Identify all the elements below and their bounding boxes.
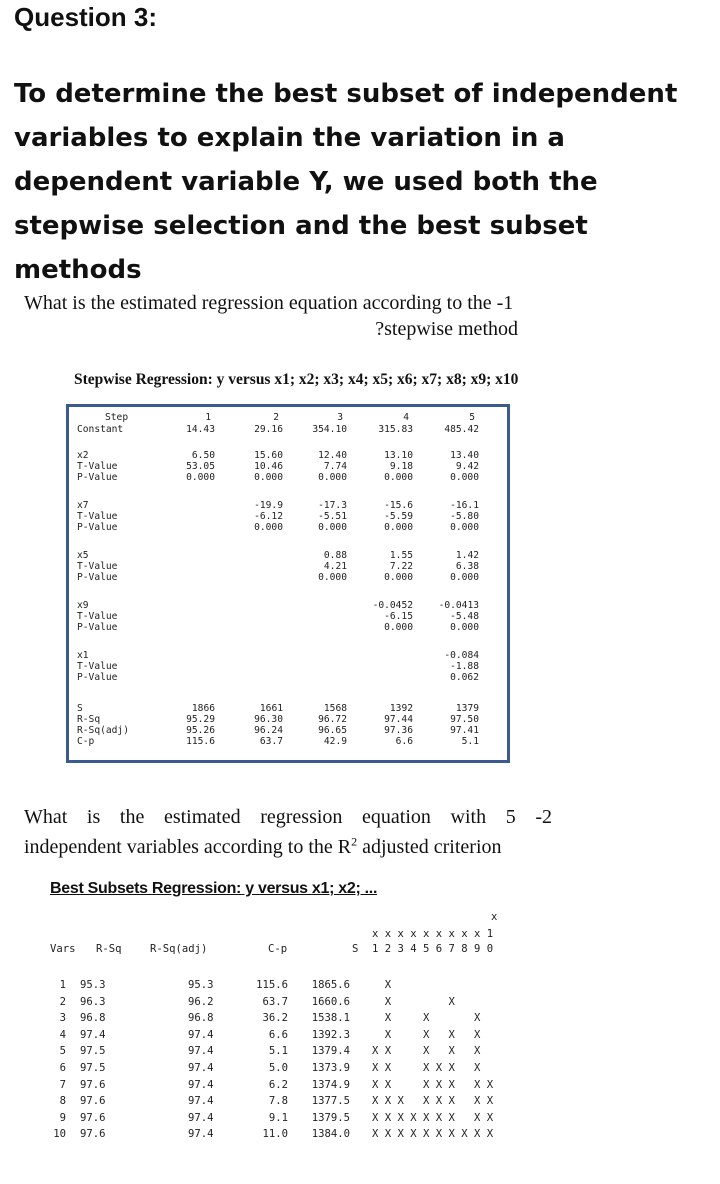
col-rsqadj: R-Sq(adj) <box>150 943 208 955</box>
row-rsqadj: 97.4 <box>188 1128 214 1141</box>
t-value-row-x5-label: T-Value <box>77 561 118 572</box>
coef-row-x7-value: -15.6 <box>384 500 413 511</box>
best-subsets-title: Best Subsets Regression: y versus x1; x2; ... <box>50 880 378 897</box>
rsq-row-label: R-Sq <box>77 714 101 725</box>
t-value-row-x2-label: T-Value <box>77 461 118 472</box>
coef-row-x9-value: -0.0452 <box>372 600 413 611</box>
t-value-row-x9-label: T-Value <box>77 611 118 622</box>
row-marks: X X X X X X <box>372 1062 494 1074</box>
s-row-value: 1392 <box>389 703 413 714</box>
row-rsqadj: 97.4 <box>188 1111 214 1124</box>
row-s: 1377.5 <box>311 1095 350 1108</box>
row-cp: 11.0 <box>262 1128 288 1141</box>
row-rsq: 97.6 <box>80 1128 106 1141</box>
t-value-row-x9-value: -5.48 <box>450 611 479 622</box>
p-value-row-x7-value: 0.000 <box>318 522 347 533</box>
question-title: Question 3: <box>14 2 158 32</box>
step-number: 3 <box>337 412 343 423</box>
s-row-label: S <box>77 703 83 714</box>
t-value-row-x2-value: 53.05 <box>186 461 215 472</box>
row-cp: 5.0 <box>268 1062 288 1074</box>
row-rsq: 97.6 <box>80 1111 106 1124</box>
row-rsq: 97.5 <box>80 1062 106 1074</box>
rsqadj-row-value: 95.26 <box>186 725 215 736</box>
coef-row-x2-label: x2 <box>77 450 89 461</box>
row-rsq: 97.6 <box>80 1078 106 1091</box>
row-vars: 8 <box>59 1095 66 1108</box>
row-cp: 63.7 <box>262 995 288 1008</box>
row-vars: 7 <box>59 1078 66 1091</box>
rsqadj-row-value: 97.41 <box>450 725 479 736</box>
header-x-row: x x x x x x x x x 1 <box>372 928 494 940</box>
t-value-row-x1-value: -1.88 <box>450 661 479 672</box>
row-rsq: 97.6 <box>80 1095 106 1108</box>
row-vars: 6 <box>59 1062 66 1074</box>
rsq-row-value: 97.50 <box>450 714 479 725</box>
p-value-row-x2-value: 0.000 <box>450 472 479 483</box>
part2-prompt <box>24 805 552 859</box>
row-vars: 4 <box>59 1028 66 1041</box>
t-value-row-x7-value: -5.80 <box>450 511 479 522</box>
row-s: 1660.6 <box>311 995 350 1008</box>
part1-line1: What is the estimated regression equation according to the -1 <box>24 292 514 314</box>
coef-row-x2-value: 13.40 <box>450 450 479 461</box>
row-vars: 2 <box>59 995 66 1008</box>
p-value-row-x2-value: 0.000 <box>254 472 283 483</box>
row-vars: 5 <box>59 1045 66 1058</box>
t-value-row-x5-value: 4.21 <box>323 561 347 572</box>
p-value-row-x2-value: 0.000 <box>186 472 215 483</box>
row-marks: X X X X X X X X <box>372 1095 494 1108</box>
col-rsq: R-Sq <box>96 943 122 955</box>
t-value-row-x2-value: 7.74 <box>323 461 347 472</box>
row-rsqadj: 96.2 <box>188 995 214 1008</box>
t-value-row-x5-value: 7.22 <box>389 561 413 572</box>
constant-row-value: 14.43 <box>186 424 215 435</box>
step-label: Step <box>105 412 129 423</box>
rsq-row-value: 96.30 <box>254 714 283 725</box>
row-rsqadj: 96.8 <box>188 1012 214 1025</box>
part2-line2: independent variables according to the $R^2$ adjusted criterion <box>24 834 502 858</box>
p-value-row-x1-value: 0.062 <box>450 672 479 683</box>
coef-row-x2-value: 13.10 <box>384 450 413 461</box>
t-value-row-x7-value: -5.59 <box>384 511 413 522</box>
row-s: 1538.1 <box>311 1012 350 1025</box>
t-value-row-x2-value: 9.18 <box>389 461 413 472</box>
s-row-value: 1661 <box>259 703 283 714</box>
row-marks: X X <box>372 995 494 1008</box>
coef-row-x2-value: 15.60 <box>254 450 283 461</box>
p-value-row-x7-label: P-Value <box>77 522 118 533</box>
coef-row-x7-value: -19.9 <box>254 500 283 511</box>
row-cp: 6.2 <box>268 1078 288 1091</box>
coef-row-x5-label: x5 <box>77 550 89 561</box>
row-cp: 36.2 <box>262 1012 288 1025</box>
coef-row-x2-value: 6.50 <box>191 450 215 461</box>
t-value-row-x5-value: 6.38 <box>455 561 479 572</box>
s-row-value: 1866 <box>191 703 215 714</box>
cp-row-value: 115.6 <box>186 736 215 747</box>
coef-row-x9-value: -0.0413 <box>438 600 479 611</box>
p-value-row-x9-value: 0.000 <box>450 622 479 633</box>
rsq-row-value: 97.44 <box>384 714 413 725</box>
row-rsq: 97.5 <box>80 1045 106 1058</box>
question-intro: To determine the best subset of independent variables to explain the variation in a dependent variable Y, we used both the stepwise selection and the best subset methods <box>14 79 678 285</box>
p-value-row-x5-value: 0.000 <box>384 572 413 583</box>
part2-line1: What is the estimated regression equation with 5 -2 <box>24 806 552 828</box>
coef-row-x9-label: x9 <box>77 600 89 611</box>
row-s: 1373.9 <box>311 1062 350 1074</box>
row-rsq: 96.3 <box>80 995 106 1008</box>
cp-row-value: 63.7 <box>259 736 283 747</box>
row-marks: X X X X X X X X X X <box>372 1128 494 1141</box>
row-rsqadj: 97.4 <box>188 1062 214 1074</box>
part1-line2: ?stepwise method <box>375 318 518 340</box>
row-s: 1865.6 <box>311 979 350 991</box>
row-s: 1384.0 <box>311 1128 350 1141</box>
row-marks: X X X X <box>372 1028 494 1041</box>
part1-prompt <box>24 290 548 342</box>
t-value-row-x9-value: -6.15 <box>384 611 413 622</box>
step-number: 1 <box>205 412 211 423</box>
p-value-row-x1-label: P-Value <box>77 672 118 683</box>
row-marks: X X X X X X X <box>372 1078 494 1091</box>
coef-row-x1-label: x1 <box>77 650 89 661</box>
t-value-row-x7-value: -6.12 <box>254 511 283 522</box>
rsq-row-value: 95.29 <box>186 714 215 725</box>
row-vars: 3 <box>59 1012 66 1025</box>
t-value-row-x7-label: T-Value <box>77 511 118 522</box>
row-rsqadj: 95.3 <box>188 979 214 991</box>
constant-row-value: 485.42 <box>444 424 479 435</box>
rsqadj-row-value: 97.36 <box>384 725 413 736</box>
row-rsq: 97.4 <box>80 1028 106 1041</box>
p-value-row-x5-value: 0.000 <box>318 572 347 583</box>
p-value-row-x9-value: 0.000 <box>384 622 413 633</box>
s-row-value: 1568 <box>323 703 347 714</box>
t-value-row-x2-value: 10.46 <box>254 461 283 472</box>
step-number: 2 <box>273 412 279 423</box>
rsqadj-row-value: 96.24 <box>254 725 283 736</box>
row-marks: X X X X X <box>372 1045 494 1058</box>
stepwise-title: Stepwise Regression: y versus x1; x2; x3; x4; x5; x6; x7; x8; x9; x10 <box>74 371 519 388</box>
constant-row-label: Constant <box>77 424 124 435</box>
row-marks: X X X X X X X X X <box>372 1111 494 1124</box>
coef-row-x1-value: -0.084 <box>444 650 479 661</box>
coef-row-x7-value: -16.1 <box>450 500 479 511</box>
rsqadj-row-label: R-Sq(adj) <box>77 725 129 736</box>
p-value-row-x5-label: P-Value <box>77 572 118 583</box>
row-vars: 10 <box>53 1128 66 1141</box>
coef-row-x7-label: x7 <box>77 500 89 511</box>
row-cp: 115.6 <box>256 979 288 991</box>
rsq-row-value: 96.72 <box>318 714 347 725</box>
p-value-row-x7-value: 0.000 <box>450 522 479 533</box>
col-s: S <box>352 943 359 955</box>
coef-row-x2-value: 12.40 <box>318 450 347 461</box>
row-rsq: 95.3 <box>80 979 106 991</box>
row-s: 1374.9 <box>311 1078 350 1091</box>
constant-row-value: 315.83 <box>378 424 413 435</box>
p-value-row-x5-value: 0.000 <box>450 572 479 583</box>
stepwise-output-table <box>66 404 510 763</box>
row-cp: 9.1 <box>268 1111 288 1124</box>
row-marks: X <box>372 979 494 991</box>
cp-row-label: C-p <box>77 736 95 747</box>
cp-row-value: 42.9 <box>323 736 347 747</box>
row-vars: 9 <box>59 1111 66 1124</box>
row-s: 1392.3 <box>311 1028 350 1041</box>
cp-row-value: 6.6 <box>395 736 413 747</box>
step-number: 4 <box>403 412 409 423</box>
p-value-row-x2-value: 0.000 <box>384 472 413 483</box>
rsqadj-row-value: 96.65 <box>318 725 347 736</box>
row-rsqadj: 97.4 <box>188 1028 214 1041</box>
header-x-top: x <box>491 911 498 923</box>
p-value-row-x9-label: P-Value <box>77 622 118 633</box>
p-value-row-x2-value: 0.000 <box>318 472 347 483</box>
t-value-row-x7-value: -5.51 <box>318 511 347 522</box>
coef-row-x5-value: 0.88 <box>323 550 347 561</box>
row-rsq: 96.8 <box>80 1012 106 1025</box>
p-value-row-x7-value: 0.000 <box>384 522 413 533</box>
row-cp: 7.8 <box>268 1095 288 1108</box>
constant-row-value: 29.16 <box>254 424 283 435</box>
s-row-value: 1379 <box>455 703 479 714</box>
row-rsqadj: 97.4 <box>188 1045 214 1058</box>
row-vars: 1 <box>59 979 66 991</box>
t-value-row-x1-label: T-Value <box>77 661 118 672</box>
row-cp: 5.1 <box>268 1045 288 1058</box>
row-cp: 6.6 <box>268 1028 288 1041</box>
p-value-row-x2-label: P-Value <box>77 472 118 483</box>
header-number-row: 1 2 3 4 5 6 7 8 9 0 <box>372 943 494 955</box>
row-rsqadj: 97.4 <box>188 1078 214 1091</box>
step-number: 5 <box>469 412 475 423</box>
row-s: 1379.4 <box>311 1045 350 1058</box>
p-value-row-x7-value: 0.000 <box>254 522 283 533</box>
t-value-row-x2-value: 9.42 <box>455 461 479 472</box>
coef-row-x7-value: -17.3 <box>318 500 347 511</box>
row-marks: X X X <box>372 1012 494 1025</box>
constant-row-value: 354.10 <box>312 424 347 435</box>
coef-row-x5-value: 1.55 <box>389 550 413 561</box>
cp-row-value: 5.1 <box>461 736 479 747</box>
row-rsqadj: 97.4 <box>188 1095 214 1108</box>
col-cp: C-p <box>268 943 288 955</box>
col-vars: Vars <box>50 943 76 955</box>
row-s: 1379.5 <box>311 1111 350 1124</box>
coef-row-x5-value: 1.42 <box>455 550 479 561</box>
